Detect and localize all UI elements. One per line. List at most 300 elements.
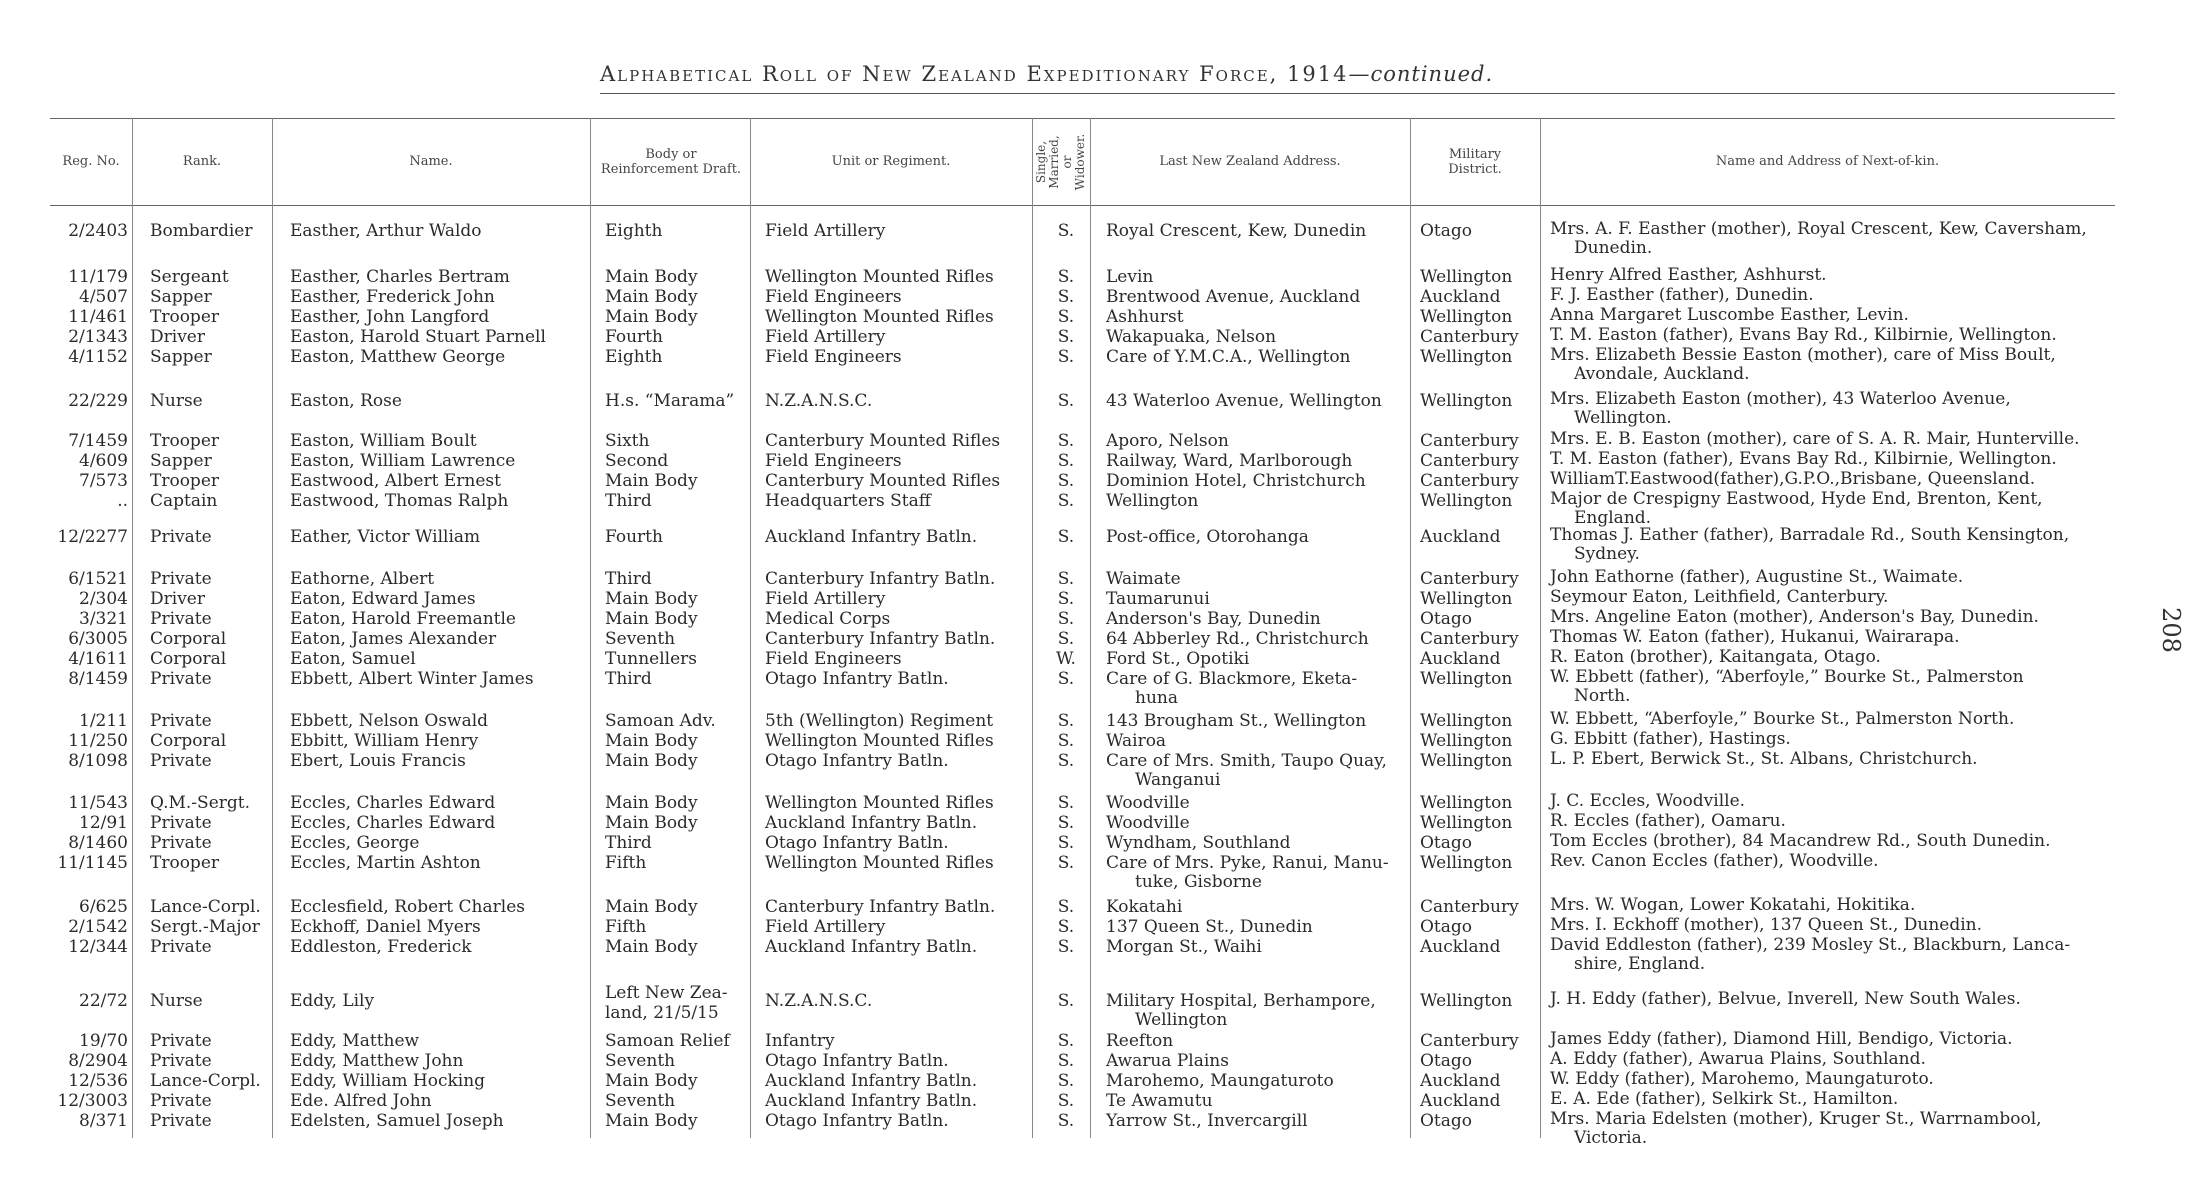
header-unit: Unit or Regiment.	[831, 154, 951, 169]
military-district: Wellington	[1420, 813, 1513, 833]
soldier-name: Eddleston, Frederick	[290, 937, 472, 957]
reg-no: 2/1542	[68, 917, 128, 937]
soldier-name: Easton, Harold Stuart Parnell	[290, 327, 546, 347]
marital-status: S.	[1057, 813, 1075, 833]
reg-no: 7/573	[79, 471, 128, 491]
draft: Sixth	[605, 431, 650, 451]
column-divider	[1410, 118, 1411, 1138]
address: Care of Y.M.C.A., Wellington	[1106, 347, 1351, 367]
rank: Trooper	[150, 853, 220, 873]
reg-no: 4/1611	[68, 649, 128, 669]
unit: Auckland Infantry Batln.	[765, 527, 978, 547]
marital-status: S.	[1057, 897, 1075, 917]
draft: Samoan Adv.	[605, 711, 716, 731]
header-bottom-rule	[50, 205, 2115, 206]
marital-status: S.	[1057, 917, 1075, 937]
next-of-kin: Tom Eccles (brother), 84 Macandrew Rd., South Dunedin.	[1550, 831, 2051, 851]
military-district: Canterbury	[1420, 327, 1519, 347]
draft: Third	[605, 833, 652, 853]
reg-no: 11/250	[68, 731, 128, 751]
draft: Main Body	[605, 589, 698, 609]
reg-no: 2/304	[79, 589, 128, 609]
address: Anderson's Bay, Dunedin	[1106, 609, 1321, 629]
rank: Sergeant	[150, 267, 229, 287]
header-draft: Body or Reinforcement Draft.	[600, 146, 742, 177]
military-district: Wellington	[1420, 751, 1513, 771]
soldier-name: Eaton, James Alexander	[290, 629, 497, 649]
rank: Lance-Corpl.	[150, 897, 261, 917]
next-of-kin: Thomas W. Eaton (father), Hukanui, Wairarapa.	[1550, 627, 1960, 647]
address: Wyndham, Southland	[1106, 833, 1291, 853]
column-divider	[272, 118, 273, 1138]
draft: Third	[605, 491, 652, 511]
address: Morgan St., Waihi	[1106, 937, 1262, 957]
marital-status: S.	[1057, 327, 1075, 347]
military-district: Wellington	[1420, 347, 1513, 367]
marital-status: S.	[1057, 629, 1075, 649]
unit: Wellington Mounted Rifles	[765, 307, 994, 327]
address: Yarrow St., Invercargill	[1106, 1111, 1308, 1131]
page-title-suffix: —continued.	[1348, 62, 1494, 86]
address: 43 Waterloo Avenue, Wellington	[1106, 391, 1382, 411]
rank: Private	[150, 1051, 212, 1071]
draft: Main Body	[605, 267, 698, 287]
address: 137 Queen St., Dunedin	[1106, 917, 1313, 937]
draft: Main Body	[605, 1071, 698, 1091]
soldier-name: Edelsten, Samuel Joseph	[290, 1111, 504, 1131]
military-district: Auckland	[1420, 1091, 1501, 1111]
military-district: Wellington	[1420, 669, 1513, 689]
rank: Nurse	[150, 391, 203, 411]
next-of-kin: David Eddleston (father), 239 Mosley St., Blackburn, Lanca-	[1550, 935, 2071, 955]
rank: Corporal	[150, 731, 227, 751]
draft-continued: land, 21/5/15	[605, 1003, 719, 1023]
soldier-name: Ebbitt, William Henry	[290, 731, 479, 751]
next-of-kin: Thomas J. Eather (father), Barradale Rd., South Kensington,	[1550, 525, 2070, 545]
address: Taumarunui	[1106, 589, 1210, 609]
military-district: Wellington	[1420, 491, 1513, 511]
draft: Main Body	[605, 897, 698, 917]
rank: Private	[150, 711, 212, 731]
unit: Canterbury Infantry Batln.	[765, 897, 996, 917]
address: Reefton	[1106, 1031, 1174, 1051]
rank: Private	[150, 609, 212, 629]
draft: Seventh	[605, 1051, 676, 1071]
marital-status: S.	[1057, 937, 1075, 957]
soldier-name: Easton, Matthew George	[290, 347, 506, 367]
unit: Field Artillery	[765, 221, 886, 241]
draft: Samoan Relief	[605, 1031, 730, 1051]
next-of-kin: Mrs. E. B. Easton (mother), care of S. A. R. Mair, Hunterville.	[1550, 429, 2080, 449]
soldier-name: Eccles, Martin Ashton	[290, 853, 481, 873]
address: Woodville	[1106, 813, 1190, 833]
military-district: Auckland	[1420, 937, 1501, 957]
address: Care of G. Blackmore, Eketa-	[1106, 669, 1358, 689]
soldier-name: Eastwood, Albert Ernest	[290, 471, 501, 491]
marital-status: S.	[1057, 569, 1075, 589]
reg-no: 8/1459	[68, 669, 128, 689]
address: Ashhurst	[1106, 307, 1184, 327]
column-divider	[1090, 118, 1091, 1138]
military-district: Auckland	[1420, 287, 1501, 307]
draft: Main Body	[605, 471, 698, 491]
military-district: Auckland	[1420, 1071, 1501, 1091]
military-district: Auckland	[1420, 649, 1501, 669]
soldier-name: Eckhoff, Daniel Myers	[290, 917, 481, 937]
soldier-name: Eddy, Matthew	[290, 1031, 420, 1051]
unit: Otago Infantry Batln.	[765, 833, 949, 853]
address: Wairoa	[1106, 731, 1167, 751]
unit: Field Engineers	[765, 649, 902, 669]
unit: Field Engineers	[765, 287, 902, 307]
draft: Main Body	[605, 813, 698, 833]
rank: Trooper	[150, 431, 220, 451]
unit: Canterbury Mounted Rifles	[765, 431, 1001, 451]
marital-status: S.	[1057, 451, 1075, 471]
reg-no: 11/1145	[57, 853, 128, 873]
draft: Fifth	[605, 917, 647, 937]
rank: Driver	[150, 327, 205, 347]
next-of-kin: Mrs. I. Eckhoff (mother), 137 Queen St., Dunedin.	[1550, 915, 1983, 935]
next-of-kin-continued: North.	[1574, 686, 1631, 706]
header-reg-no: Reg. No.	[62, 154, 120, 169]
rank: Private	[150, 1111, 212, 1131]
draft: H.s. “Marama”	[605, 391, 735, 411]
rank: Trooper	[150, 307, 220, 327]
reg-no: 11/461	[68, 307, 128, 327]
reg-no: 22/229	[68, 391, 128, 411]
soldier-name: Easton, Rose	[290, 391, 402, 411]
column-divider	[1032, 118, 1033, 1138]
draft: Tunnellers	[605, 649, 698, 669]
page-title	[600, 62, 1650, 86]
marital-status: S.	[1057, 527, 1075, 547]
unit: Field Artillery	[765, 589, 886, 609]
soldier-name: Easther, Charles Bertram	[290, 267, 510, 287]
reg-no: 19/70	[79, 1031, 128, 1051]
next-of-kin: F. J. Easther (father), Dunedin.	[1550, 285, 1814, 305]
rank: Private	[150, 833, 212, 853]
marital-status: S.	[1057, 221, 1075, 241]
marital-status: S.	[1057, 1071, 1075, 1091]
draft: Second	[605, 451, 669, 471]
military-district: Canterbury	[1420, 451, 1519, 471]
next-of-kin: Mrs. W. Wogan, Lower Kokatahi, Hokitika.	[1550, 895, 1916, 915]
header-name: Name.	[409, 154, 453, 169]
unit: Headquarters Staff	[765, 491, 931, 511]
next-of-kin: James Eddy (father), Diamond Hill, Bendigo, Victoria.	[1550, 1029, 2013, 1049]
unit: N.Z.A.N.S.C.	[765, 391, 873, 411]
address: Kokatahi	[1106, 897, 1183, 917]
reg-no: 7/1459	[68, 431, 128, 451]
military-district: Wellington	[1420, 589, 1513, 609]
next-of-kin: G. Ebbitt (father), Hastings.	[1550, 729, 1791, 749]
soldier-name: Eather, Victor William	[290, 527, 481, 547]
marital-status: S.	[1057, 711, 1075, 731]
draft: Main Body	[605, 307, 698, 327]
rank: Private	[150, 527, 212, 547]
unit: Canterbury Infantry Batln.	[765, 629, 996, 649]
soldier-name: Easther, Frederick John	[290, 287, 495, 307]
military-district: Otago	[1420, 833, 1473, 853]
next-of-kin: R. Eccles (father), Oamaru.	[1550, 811, 1786, 831]
rank: Sapper	[150, 347, 212, 367]
column-divider	[1540, 118, 1541, 1138]
marital-status: W.	[1056, 649, 1076, 669]
marital-status: S.	[1057, 471, 1075, 491]
soldier-name: Eccles, Charles Edward	[290, 793, 496, 813]
address-continued: Wanganui	[1135, 770, 1221, 790]
title-rule	[600, 93, 2115, 94]
unit: Wellington Mounted Rifles	[765, 793, 994, 813]
reg-no: 6/625	[79, 897, 128, 917]
reg-no: ..	[117, 491, 128, 511]
marital-status: S.	[1057, 793, 1075, 813]
rank: Private	[150, 1031, 212, 1051]
soldier-name: Eaton, Samuel	[290, 649, 416, 669]
reg-no: 6/3005	[68, 629, 128, 649]
marital-status: S.	[1057, 391, 1075, 411]
column-divider	[750, 118, 751, 1138]
marital-status: S.	[1057, 287, 1075, 307]
address-continued: tuke, Gisborne	[1135, 872, 1262, 892]
next-of-kin: R. Eaton (brother), Kaitangata, Otago.	[1550, 647, 1881, 667]
header-address: Last New Zealand Address.	[1159, 154, 1341, 169]
unit: Field Artillery	[765, 917, 886, 937]
address: Military Hospital, Berhampore,	[1106, 991, 1376, 1011]
address: Awarua Plains	[1106, 1051, 1229, 1071]
header-status-text: Single, Married, or Widower.	[1034, 133, 1087, 190]
unit: Canterbury Mounted Rifles	[765, 471, 1001, 491]
marital-status: S.	[1057, 833, 1075, 853]
unit: Canterbury Infantry Batln.	[765, 569, 996, 589]
military-district: Canterbury	[1420, 431, 1519, 451]
military-district: Otago	[1420, 1111, 1473, 1131]
rank: Sergt.-Major	[150, 917, 260, 937]
unit: Otago Infantry Batln.	[765, 669, 949, 689]
unit: Otago Infantry Batln.	[765, 1051, 949, 1071]
next-of-kin-continued: Sydney.	[1574, 544, 1640, 564]
next-of-kin-continued: Avondale, Auckland.	[1574, 364, 1750, 384]
reg-no: 3/321	[79, 609, 128, 629]
rank: Private	[150, 751, 212, 771]
military-district: Otago	[1420, 221, 1473, 241]
next-of-kin: E. A. Ede (father), Selkirk St., Hamilton.	[1550, 1089, 1899, 1109]
header-kin: Name and Address of Next-of-kin.	[1715, 154, 1940, 169]
soldier-name: Ecclesfield, Robert Charles	[290, 897, 525, 917]
soldier-name: Ebbett, Nelson Oswald	[290, 711, 489, 731]
unit: Field Engineers	[765, 347, 902, 367]
page-title-text: Alphabetical Roll of New Zealand Expeditionary Force, 1914	[600, 62, 1349, 86]
unit: Auckland Infantry Batln.	[765, 1071, 978, 1091]
draft: Main Body	[605, 1111, 698, 1131]
next-of-kin: Anna Margaret Luscombe Easther, Levin.	[1550, 305, 1909, 325]
rank: Lance-Corpl.	[150, 1071, 261, 1091]
military-district: Otago	[1420, 1051, 1473, 1071]
address: Post-office, Otorohanga	[1106, 527, 1309, 547]
next-of-kin: Mrs. Maria Edelsten (mother), Kruger St., Warrnambool,	[1550, 1109, 2042, 1129]
marital-status: S.	[1057, 589, 1075, 609]
marital-status: S.	[1057, 1051, 1075, 1071]
unit: Auckland Infantry Batln.	[765, 1091, 978, 1111]
marital-status: S.	[1057, 347, 1075, 367]
address: Aporo, Nelson	[1106, 431, 1229, 451]
unit: Wellington Mounted Rifles	[765, 267, 994, 287]
reg-no: 1/211	[79, 711, 128, 731]
military-district: Auckland	[1420, 527, 1501, 547]
address-continued: Wellington	[1135, 1010, 1228, 1030]
next-of-kin: W. Ebbett (father), “Aberfoyle,” Bourke St., Palmerston	[1550, 667, 2024, 687]
rank: Nurse	[150, 991, 203, 1011]
next-of-kin: T. M. Easton (father), Evans Bay Rd., Kilbirnie, Wellington.	[1550, 449, 2057, 469]
soldier-name: Easther, John Langford	[290, 307, 490, 327]
unit: N.Z.A.N.S.C.	[765, 991, 873, 1011]
page-number: 208	[2156, 607, 2185, 653]
military-district: Wellington	[1420, 391, 1513, 411]
next-of-kin: Rev. Canon Eccles (father), Woodville.	[1550, 851, 1879, 871]
address: Wellington	[1106, 491, 1199, 511]
marital-status: S.	[1057, 609, 1075, 629]
column-divider	[590, 118, 591, 1138]
next-of-kin: Major de Crespigny Eastwood, Hyde End, Brenton, Kent,	[1550, 489, 2043, 509]
military-district: Wellington	[1420, 307, 1513, 327]
rank: Sapper	[150, 451, 212, 471]
marital-status: S.	[1057, 267, 1075, 287]
draft: Main Body	[605, 793, 698, 813]
marital-status: S.	[1057, 1091, 1075, 1111]
draft: Main Body	[605, 751, 698, 771]
soldier-name: Easton, William Lawrence	[290, 451, 516, 471]
address: Ford St., Opotiki	[1106, 649, 1250, 669]
draft: Main Body	[605, 731, 698, 751]
address: Care of Mrs. Pyke, Ranui, Manu-	[1106, 853, 1389, 873]
header-district: Military District.	[1448, 146, 1502, 177]
next-of-kin: WilliamT.Eastwood(father),G.P.O.,Brisbane, Queensland.	[1550, 469, 2036, 489]
soldier-name: Eddy, William Hocking	[290, 1071, 486, 1091]
reg-no: 4/1152	[68, 347, 128, 367]
soldier-name: Eastwood, Thomas Ralph	[290, 491, 509, 511]
marital-status: S.	[1057, 731, 1075, 751]
next-of-kin: T. M. Easton (father), Evans Bay Rd., Kilbirnie, Wellington.	[1550, 325, 2057, 345]
marital-status: S.	[1057, 1111, 1075, 1131]
rank: Private	[150, 1091, 212, 1111]
reg-no: 4/609	[79, 451, 128, 471]
rank: Private	[150, 669, 212, 689]
military-district: Wellington	[1420, 267, 1513, 287]
next-of-kin: Henry Alfred Easther, Ashhurst.	[1550, 265, 1827, 285]
soldier-name: Eaton, Edward James	[290, 589, 476, 609]
reg-no: 12/3003	[57, 1091, 128, 1111]
unit: Medical Corps	[765, 609, 891, 629]
unit: Wellington Mounted Rifles	[765, 853, 994, 873]
soldier-name: Eccles, George	[290, 833, 420, 853]
marital-status: S.	[1057, 1031, 1075, 1051]
unit: Otago Infantry Batln.	[765, 751, 949, 771]
address-continued: huna	[1135, 688, 1178, 708]
military-district: Wellington	[1420, 793, 1513, 813]
address: Waimate	[1106, 569, 1181, 589]
soldier-name: Eccles, Charles Edward	[290, 813, 496, 833]
rank: Bombardier	[150, 221, 253, 241]
address: 143 Brougham St., Wellington	[1106, 711, 1367, 731]
soldier-name: Eddy, Lily	[290, 991, 375, 1011]
soldier-name: Ebbett, Albert Winter James	[290, 669, 534, 689]
reg-no: 6/1521	[68, 569, 128, 589]
military-district: Wellington	[1420, 711, 1513, 731]
marital-status: S.	[1057, 751, 1075, 771]
column-divider	[132, 118, 133, 1138]
next-of-kin-continued: England.	[1574, 508, 1652, 528]
reg-no: 8/2904	[68, 1051, 128, 1071]
military-district: Canterbury	[1420, 471, 1519, 491]
next-of-kin-continued: Victoria.	[1574, 1128, 1648, 1148]
reg-no: 12/344	[68, 937, 128, 957]
marital-status: S.	[1057, 991, 1075, 1011]
draft: Eighth	[605, 347, 663, 367]
draft: Main Body	[605, 609, 698, 629]
rank: Corporal	[150, 649, 227, 669]
reg-no: 8/1460	[68, 833, 128, 853]
address: Care of Mrs. Smith, Taupo Quay,	[1106, 751, 1387, 771]
rank: Q.M.-Sergt.	[150, 793, 250, 813]
address: 64 Abberley Rd., Christchurch	[1106, 629, 1369, 649]
draft: Eighth	[605, 221, 663, 241]
rank: Private	[150, 569, 212, 589]
unit: Auckland Infantry Batln.	[765, 813, 978, 833]
next-of-kin-continued: shire, England.	[1574, 954, 1706, 974]
draft: Third	[605, 669, 652, 689]
next-of-kin: W. Eddy (father), Marohemo, Maungaturoto.	[1550, 1069, 1934, 1089]
next-of-kin: A. Eddy (father), Awarua Plains, Southland.	[1550, 1049, 1926, 1069]
rank: Private	[150, 813, 212, 833]
reg-no: 2/2403	[68, 221, 128, 241]
rank: Trooper	[150, 471, 220, 491]
military-district: Otago	[1420, 917, 1473, 937]
rank: Private	[150, 937, 212, 957]
reg-no: 8/1098	[68, 751, 128, 771]
military-district: Canterbury	[1420, 1031, 1519, 1051]
address: Woodville	[1106, 793, 1190, 813]
soldier-name: Easther, Arthur Waldo	[290, 221, 482, 241]
rank: Driver	[150, 589, 205, 609]
rank: Corporal	[150, 629, 227, 649]
marital-status: S.	[1057, 307, 1075, 327]
next-of-kin: Mrs. Elizabeth Easton (mother), 43 Waterloo Avenue,	[1550, 389, 2011, 409]
next-of-kin: Mrs. Angeline Eaton (mother), Anderson's Bay, Dunedin.	[1550, 607, 2039, 627]
draft: Third	[605, 569, 652, 589]
reg-no: 8/371	[79, 1111, 128, 1131]
soldier-name: Eathorne, Albert	[290, 569, 435, 589]
rank: Sapper	[150, 287, 212, 307]
military-district: Wellington	[1420, 731, 1513, 751]
unit: Field Engineers	[765, 451, 902, 471]
next-of-kin: Mrs. Elizabeth Bessie Easton (mother), care of Miss Boult,	[1550, 345, 2056, 365]
draft: Left New Zea-	[605, 983, 728, 1003]
address: Royal Crescent, Kew, Dunedin	[1106, 221, 1367, 241]
draft: Main Body	[605, 937, 698, 957]
reg-no: 12/91	[79, 813, 128, 833]
reg-no: 11/179	[68, 267, 128, 287]
next-of-kin-continued: Wellington.	[1574, 408, 1672, 428]
address: Brentwood Avenue, Auckland	[1106, 287, 1361, 307]
unit: 5th (Wellington) Regiment	[765, 711, 994, 731]
next-of-kin-continued: Dunedin.	[1574, 238, 1653, 258]
reg-no: 12/536	[68, 1071, 128, 1091]
marital-status: S.	[1057, 669, 1075, 689]
soldier-name: Easton, William Boult	[290, 431, 477, 451]
soldier-name: Eaton, Harold Freemantle	[290, 609, 516, 629]
military-district: Wellington	[1420, 991, 1513, 1011]
